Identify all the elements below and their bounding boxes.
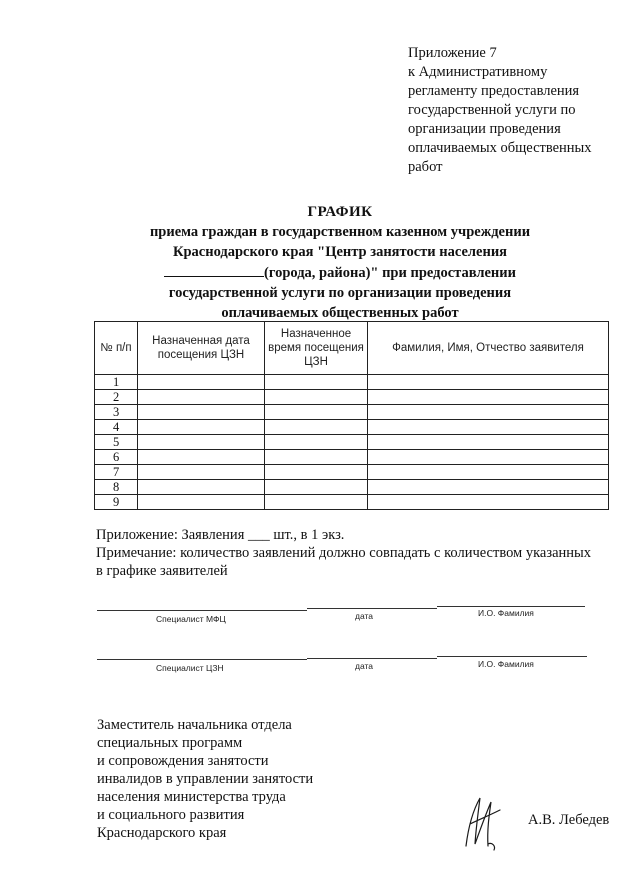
signature-date-label: дата bbox=[355, 611, 374, 621]
table-row bbox=[95, 375, 609, 390]
time-cell[interactable] bbox=[265, 390, 368, 405]
appendix-line: регламенту предоставления bbox=[408, 83, 580, 99]
row-number: 2 bbox=[95, 390, 138, 405]
row-number: 1 bbox=[95, 375, 138, 390]
signer-line: специальных программ bbox=[97, 735, 243, 751]
name-line-mfc[interactable] bbox=[437, 606, 585, 607]
name-line-czn[interactable] bbox=[437, 656, 587, 657]
appendix-line: работ bbox=[408, 159, 443, 175]
table-row bbox=[95, 495, 609, 510]
signature-line-mfc[interactable] bbox=[97, 610, 307, 611]
time-cell[interactable] bbox=[265, 465, 368, 480]
time-cell[interactable] bbox=[265, 405, 368, 420]
applicant-name-cell[interactable] bbox=[368, 480, 609, 495]
date-cell[interactable] bbox=[138, 480, 265, 495]
signature-role-label: Специалист МФЦ bbox=[156, 614, 226, 624]
appendix-reference bbox=[408, 44, 628, 177]
time-cell[interactable] bbox=[265, 495, 368, 510]
date-cell[interactable] bbox=[138, 435, 265, 450]
appendix-line: Приложение 7 bbox=[408, 45, 497, 61]
applicant-name-cell[interactable] bbox=[368, 450, 609, 465]
date-cell[interactable] bbox=[138, 390, 265, 405]
row-number: 5 bbox=[95, 435, 138, 450]
signer-line: инвалидов в управлении занятости bbox=[97, 771, 314, 787]
date-line-mfc[interactable] bbox=[307, 608, 437, 609]
signer-line: Краснодарского края bbox=[97, 825, 227, 841]
table-row bbox=[95, 420, 609, 435]
column-header-time: Назначенное время посещения ЦЗН bbox=[265, 322, 368, 375]
applicant-name-cell[interactable] bbox=[368, 435, 609, 450]
applicant-name-cell[interactable] bbox=[368, 375, 609, 390]
table-row bbox=[95, 480, 609, 495]
time-cell[interactable] bbox=[265, 450, 368, 465]
applicant-name-cell[interactable] bbox=[368, 405, 609, 420]
row-number: 9 bbox=[95, 495, 138, 510]
applicant-name-cell[interactable] bbox=[368, 465, 609, 480]
appendix-line: организации проведения bbox=[408, 121, 561, 137]
title-line: государственной услуги по организации проведения bbox=[168, 285, 512, 301]
applicant-name-cell[interactable] bbox=[368, 420, 609, 435]
applicant-name-cell[interactable] bbox=[368, 495, 609, 510]
applicant-name-cell[interactable] bbox=[368, 390, 609, 405]
notes-block bbox=[96, 526, 636, 580]
title-line-with-blank bbox=[60, 262, 620, 283]
row-number: 8 bbox=[95, 480, 138, 495]
table-header-row bbox=[95, 322, 609, 375]
date-line-czn[interactable] bbox=[307, 658, 437, 659]
table-row bbox=[95, 465, 609, 480]
table-row bbox=[95, 405, 609, 420]
blank-underline bbox=[164, 262, 264, 277]
date-cell[interactable] bbox=[138, 420, 265, 435]
signer-line: и сопровождения занятости bbox=[97, 753, 269, 769]
signature-role-label: Специалист ЦЗН bbox=[156, 663, 224, 673]
title-heading: ГРАФИК bbox=[307, 204, 373, 220]
column-header-number: № п/п bbox=[95, 322, 138, 375]
time-cell[interactable] bbox=[265, 435, 368, 450]
handwritten-signature-icon bbox=[458, 790, 506, 852]
title-line: приема граждан в государственном казенном учреждении bbox=[149, 224, 531, 240]
date-cell[interactable] bbox=[138, 495, 265, 510]
signer-line: населения министерства труда bbox=[97, 789, 286, 805]
signature-name-label: И.О. Фамилия bbox=[478, 608, 534, 618]
appendix-line: государственной услуги по bbox=[408, 102, 576, 118]
row-number: 4 bbox=[95, 420, 138, 435]
date-cell[interactable] bbox=[138, 375, 265, 390]
column-header-date: Назначенная дата посещения ЦЗН bbox=[138, 322, 265, 375]
appendix-line: к Административному bbox=[408, 64, 548, 80]
time-cell[interactable] bbox=[265, 375, 368, 390]
table-row bbox=[95, 450, 609, 465]
date-cell[interactable] bbox=[138, 450, 265, 465]
column-header-name: Фамилия, Имя, Отчество заявителя bbox=[368, 322, 609, 375]
signer-line: и социального развития bbox=[97, 807, 245, 823]
title-line-text: (города, района)" при предоставлении bbox=[264, 265, 516, 281]
title-line: оплачиваемых общественных работ bbox=[221, 305, 459, 321]
attachment-note: Приложение: Заявления ___ шт., в 1 экз. bbox=[96, 527, 345, 543]
time-cell[interactable] bbox=[265, 420, 368, 435]
signature-line-czn[interactable] bbox=[97, 659, 307, 660]
schedule-table bbox=[94, 321, 609, 510]
document-title bbox=[60, 202, 620, 323]
signature-date-label: дата bbox=[355, 661, 374, 671]
time-cell[interactable] bbox=[265, 480, 368, 495]
signer-line: Заместитель начальника отдела bbox=[97, 717, 292, 733]
table-row bbox=[95, 435, 609, 450]
appendix-line: оплачиваемых общественных bbox=[408, 140, 592, 156]
remark-note: Примечание: количество заявлений должно совпадать с количеством указанных bbox=[96, 545, 592, 561]
signature-name-label: И.О. Фамилия bbox=[478, 659, 534, 669]
date-cell[interactable] bbox=[138, 465, 265, 480]
remark-note: в графике заявителей bbox=[96, 563, 228, 579]
title-line: Краснодарского края "Центр занятости населения bbox=[172, 244, 508, 260]
row-number: 7 bbox=[95, 465, 138, 480]
signer-position bbox=[97, 716, 377, 842]
signer-name: А.В. Лебедев bbox=[528, 812, 610, 828]
table-row bbox=[95, 390, 609, 405]
row-number: 6 bbox=[95, 450, 138, 465]
date-cell[interactable] bbox=[138, 405, 265, 420]
row-number: 3 bbox=[95, 405, 138, 420]
